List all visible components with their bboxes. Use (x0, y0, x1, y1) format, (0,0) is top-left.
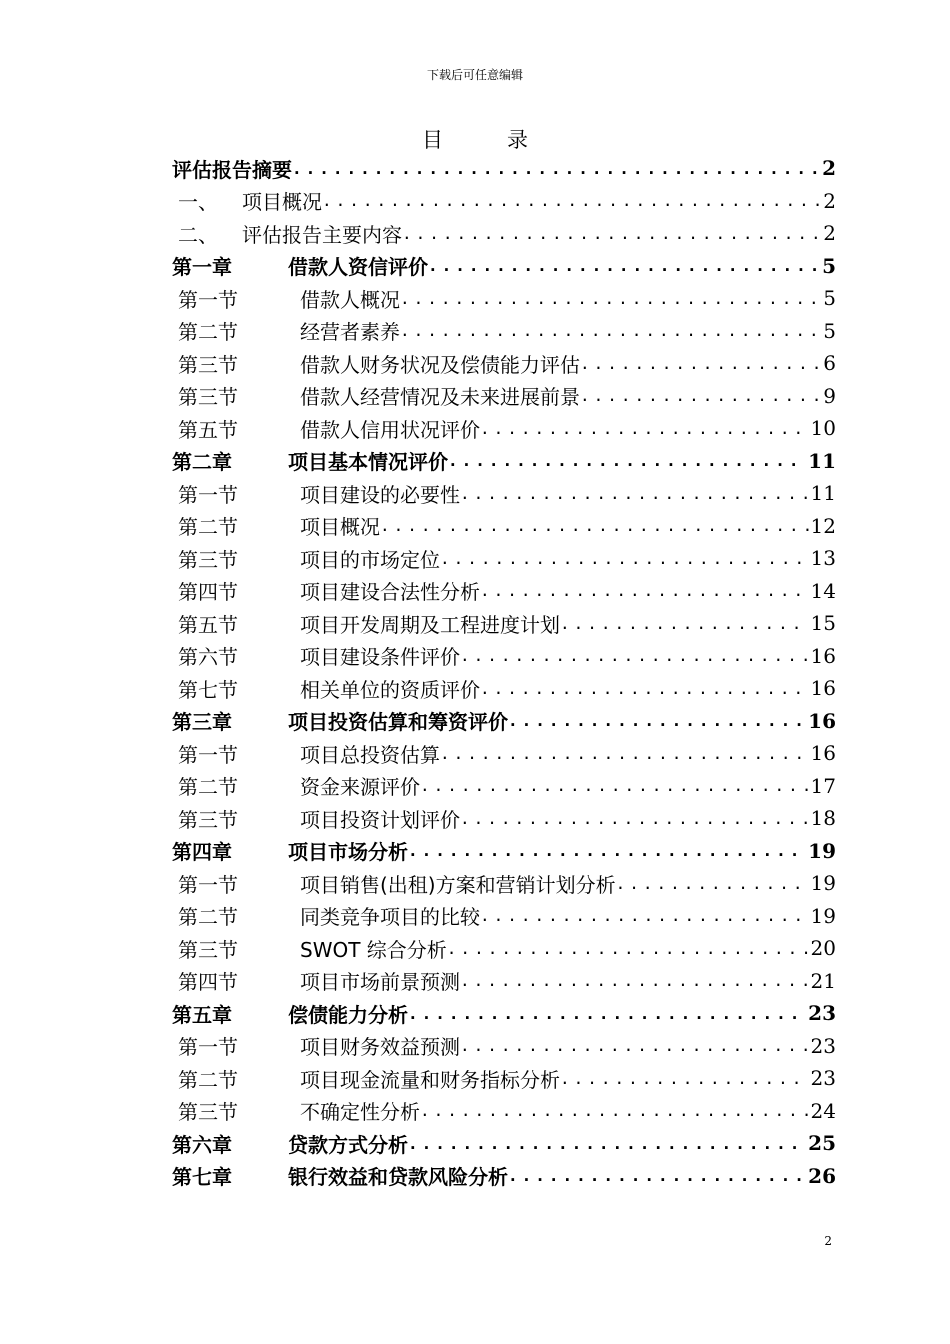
toc-entry-number: 第一节 (178, 287, 238, 312)
toc-entry-page: 10 (810, 416, 836, 441)
toc-entry-title: 项目建设的必要性 (300, 482, 460, 507)
toc-entry[interactable] (172, 705, 836, 738)
toc-entry-title: 项目财务效益预测 (300, 1035, 460, 1060)
toc-entry[interactable] (172, 997, 836, 1030)
toc-entry-title: 项目市场分析 (288, 840, 408, 865)
toc-entry-number: 第五章 (172, 1002, 232, 1027)
toc-entry-number: 第一节 (178, 1035, 238, 1060)
toc-leader-dots (428, 256, 820, 275)
toc-entry-page: 16 (808, 708, 836, 733)
toc-entry-title: 项目开发周期及工程进度计划 (300, 612, 560, 637)
toc-entry-title: 项目投资计划评价 (300, 807, 460, 832)
toc-entry[interactable] (172, 542, 836, 575)
toc-entry-number: 第三节 (178, 1100, 238, 1125)
toc-leader-dots (400, 321, 821, 340)
toc-entry-page: 14 (810, 578, 836, 603)
page-header: 下载后可任意编辑 (426, 68, 523, 82)
toc-entry-page: 23 (810, 1033, 836, 1058)
toc-leader-dots (380, 516, 809, 535)
toc-entry[interactable] (172, 867, 836, 900)
toc-entry-number: 第一节 (178, 872, 238, 897)
toc-entry-number: 第三节 (178, 352, 238, 377)
toc-leader-dots (408, 841, 806, 860)
toc-entry-page: 5 (823, 286, 836, 311)
toc-leader-dots (480, 679, 809, 698)
toc-entry-title: 项目的市场定位 (300, 547, 440, 572)
toc-entry-number: 第七章 (172, 1165, 232, 1190)
toc-entry-page: 16 (810, 741, 836, 766)
toc-entry-page: 9 (823, 383, 836, 408)
toc-entry[interactable] (172, 217, 836, 250)
toc-entry-number: 二、 (178, 222, 218, 247)
toc-leader-dots (402, 224, 821, 243)
toc-entry-number: 第六节 (178, 645, 238, 670)
toc-entry-title: 项目建设合法性分析 (300, 580, 480, 605)
toc-entry-number: 第二章 (172, 450, 232, 475)
toc-entry-number: 第三章 (172, 710, 232, 735)
toc-leader-dots (447, 939, 809, 958)
toc-entry-number: 第一节 (178, 482, 238, 507)
toc-entry-title: 借款人经营情况及未来进展前景 (300, 385, 580, 410)
toc-leader-dots (508, 711, 806, 730)
toc-entry[interactable] (172, 282, 836, 315)
toc-entry[interactable] (172, 185, 836, 218)
toc-entry-title: 项目现金流量和财务指标分析 (300, 1067, 560, 1092)
toc-entry-number: 第二节 (178, 320, 238, 345)
toc-entry-page: 26 (808, 1163, 836, 1188)
toc-entry-page: 13 (810, 546, 836, 571)
toc-leader-dots (408, 1004, 806, 1023)
toc-entry-number: 一、 (178, 190, 218, 215)
toc-entry-page: 2 (823, 221, 836, 246)
toc-entry-title: 偿债能力分析 (288, 1002, 408, 1027)
toc-leader-dots (460, 971, 809, 990)
toc-entry-page: 17 (810, 773, 836, 798)
toc-leader-dots (480, 906, 809, 925)
toc-entry[interactable] (172, 380, 836, 413)
toc-leader-dots (420, 776, 809, 795)
toc-leader-dots (322, 191, 821, 210)
toc-entry-title: 相关单位的资质评价 (300, 677, 480, 702)
toc-entry[interactable] (172, 900, 836, 933)
toc-entry-number: 第七节 (178, 677, 238, 702)
toc-entry[interactable] (172, 1127, 836, 1160)
toc-entry[interactable] (172, 152, 836, 185)
toc-entry-page: 19 (808, 838, 836, 863)
toc-entry-title: 贷款方式分析 (288, 1132, 408, 1157)
toc-entry[interactable] (172, 1030, 836, 1063)
toc-entry-number: 第二节 (178, 905, 238, 930)
toc-entry-title: 评估报告主要内容 (242, 222, 402, 247)
toc-entry-title: 项目销售(出租)方案和营销计划分析 (300, 872, 616, 897)
toc-leader-dots (460, 1036, 809, 1055)
toc-entry-title: 同类竞争项目的比较 (300, 905, 480, 930)
toc-entry[interactable] (172, 510, 836, 543)
page-number: 2 (824, 1234, 832, 1248)
toc-entry-number: 第二节 (178, 775, 238, 800)
toc-leader-dots (480, 419, 809, 438)
toc-entry-page: 15 (810, 611, 836, 636)
toc-entry[interactable] (172, 347, 836, 380)
toc-entry-page: 24 (810, 1098, 836, 1123)
toc-entry-title: 项目投资估算和筹资评价 (288, 710, 508, 735)
toc-entry-title: 资金来源评价 (300, 775, 420, 800)
toc-leader-dots (460, 484, 809, 503)
toc-entry-page: 5 (822, 253, 836, 278)
toc-entry-page: 11 (808, 448, 836, 473)
toc-entry-page: 19 (810, 903, 836, 928)
toc-leader-dots (292, 159, 820, 178)
toc-entry-number: 第一章 (172, 255, 232, 280)
toc-entry-page: 16 (810, 676, 836, 701)
toc-entry-title: 项目建设条件评价 (300, 645, 460, 670)
toc-entry[interactable] (172, 477, 836, 510)
table-of-contents (172, 152, 836, 1192)
toc-entry-number: 第一节 (178, 742, 238, 767)
toc-entry-title: 银行效益和贷款风险分析 (288, 1165, 508, 1190)
toc-entry[interactable] (172, 607, 836, 640)
toc-leader-dots (440, 549, 809, 568)
toc-entry-number: 第三节 (178, 385, 238, 410)
toc-entry-page: 2 (822, 156, 836, 181)
toc-leader-dots (508, 1166, 806, 1185)
toc-leader-dots (448, 451, 806, 470)
toc-entry-page: 5 (823, 318, 836, 343)
toc-entry[interactable] (172, 1062, 836, 1095)
toc-leader-dots (408, 1134, 806, 1153)
toc-entry[interactable] (172, 932, 836, 965)
toc-leader-dots (560, 1069, 809, 1088)
toc-entry-page: 16 (810, 643, 836, 668)
toc-entry-page: 23 (808, 1001, 836, 1026)
toc-entry-title: 借款人概况 (300, 287, 400, 312)
toc-entry-number: 第六章 (172, 1132, 232, 1157)
toc-entry-title: 项目概况 (242, 190, 322, 215)
toc-entry-title: 不确定性分析 (300, 1100, 420, 1125)
toc-entry-title: 借款人财务状况及偿债能力评估 (300, 352, 580, 377)
toc-entry-title: 借款人资信评价 (288, 255, 428, 280)
toc-entry[interactable] (172, 737, 836, 770)
toc-entry-number: 第四节 (178, 580, 238, 605)
toc-entry[interactable] (172, 965, 836, 998)
toc-entry-number: 第四章 (172, 840, 232, 865)
toc-entry-page: 6 (823, 351, 836, 376)
toc-entry[interactable] (172, 770, 836, 803)
toc-entry-page: 21 (810, 968, 836, 993)
toc-entry-page: 19 (810, 871, 836, 896)
toc-entry-page: 18 (810, 806, 836, 831)
toc-entry-number: 第五节 (178, 612, 238, 637)
toc-entry[interactable] (172, 802, 836, 835)
toc-entry[interactable] (172, 1095, 836, 1128)
toc-entry-page: 12 (810, 513, 836, 538)
toc-entry-page: 20 (810, 936, 836, 961)
toc-entry[interactable] (172, 412, 836, 445)
toc-entry-title: 项目总投资估算 (300, 742, 440, 767)
toc-entry-title: 借款人信用状况评价 (300, 417, 480, 442)
toc-entry[interactable] (172, 315, 836, 348)
toc-entry[interactable] (172, 250, 836, 283)
toc-entry-page: 11 (810, 481, 836, 506)
toc-entry-number: 第五节 (178, 417, 238, 442)
toc-leader-dots (460, 809, 809, 828)
toc-leader-dots (440, 744, 809, 763)
toc-entry-title: SWOT 综合分析 (300, 937, 447, 962)
toc-entry-title: 评估报告摘要 (172, 157, 292, 182)
toc-entry-page: 25 (808, 1131, 836, 1156)
toc-entry-number: 第三节 (178, 547, 238, 572)
toc-entry[interactable] (172, 835, 836, 868)
toc-entry-number: 第二节 (178, 515, 238, 540)
toc-entry[interactable] (172, 640, 836, 673)
toc-entry-title: 项目基本情况评价 (288, 450, 448, 475)
toc-entry-number: 第二节 (178, 1067, 238, 1092)
toc-leader-dots (580, 386, 821, 405)
toc-entry[interactable] (172, 575, 836, 608)
toc-entry-page: 23 (810, 1066, 836, 1091)
page-title: 目录 (422, 128, 592, 152)
toc-leader-dots (616, 874, 809, 893)
toc-entry-number: 第四节 (178, 970, 238, 995)
toc-entry-title: 经营者素养 (300, 320, 400, 345)
toc-entry-title: 项目市场前景预测 (300, 970, 460, 995)
toc-entry[interactable] (172, 672, 836, 705)
toc-entry-page: 2 (823, 188, 836, 213)
toc-entry[interactable] (172, 1160, 836, 1193)
toc-entry-title: 项目概况 (300, 515, 380, 540)
toc-leader-dots (400, 289, 821, 308)
toc-leader-dots (460, 646, 809, 665)
toc-leader-dots (420, 1101, 809, 1120)
toc-leader-dots (580, 354, 821, 373)
toc-entry-number: 第三节 (178, 807, 238, 832)
toc-leader-dots (480, 581, 809, 600)
toc-entry-number: 第三节 (178, 937, 238, 962)
toc-leader-dots (560, 614, 809, 633)
toc-entry[interactable] (172, 445, 836, 478)
